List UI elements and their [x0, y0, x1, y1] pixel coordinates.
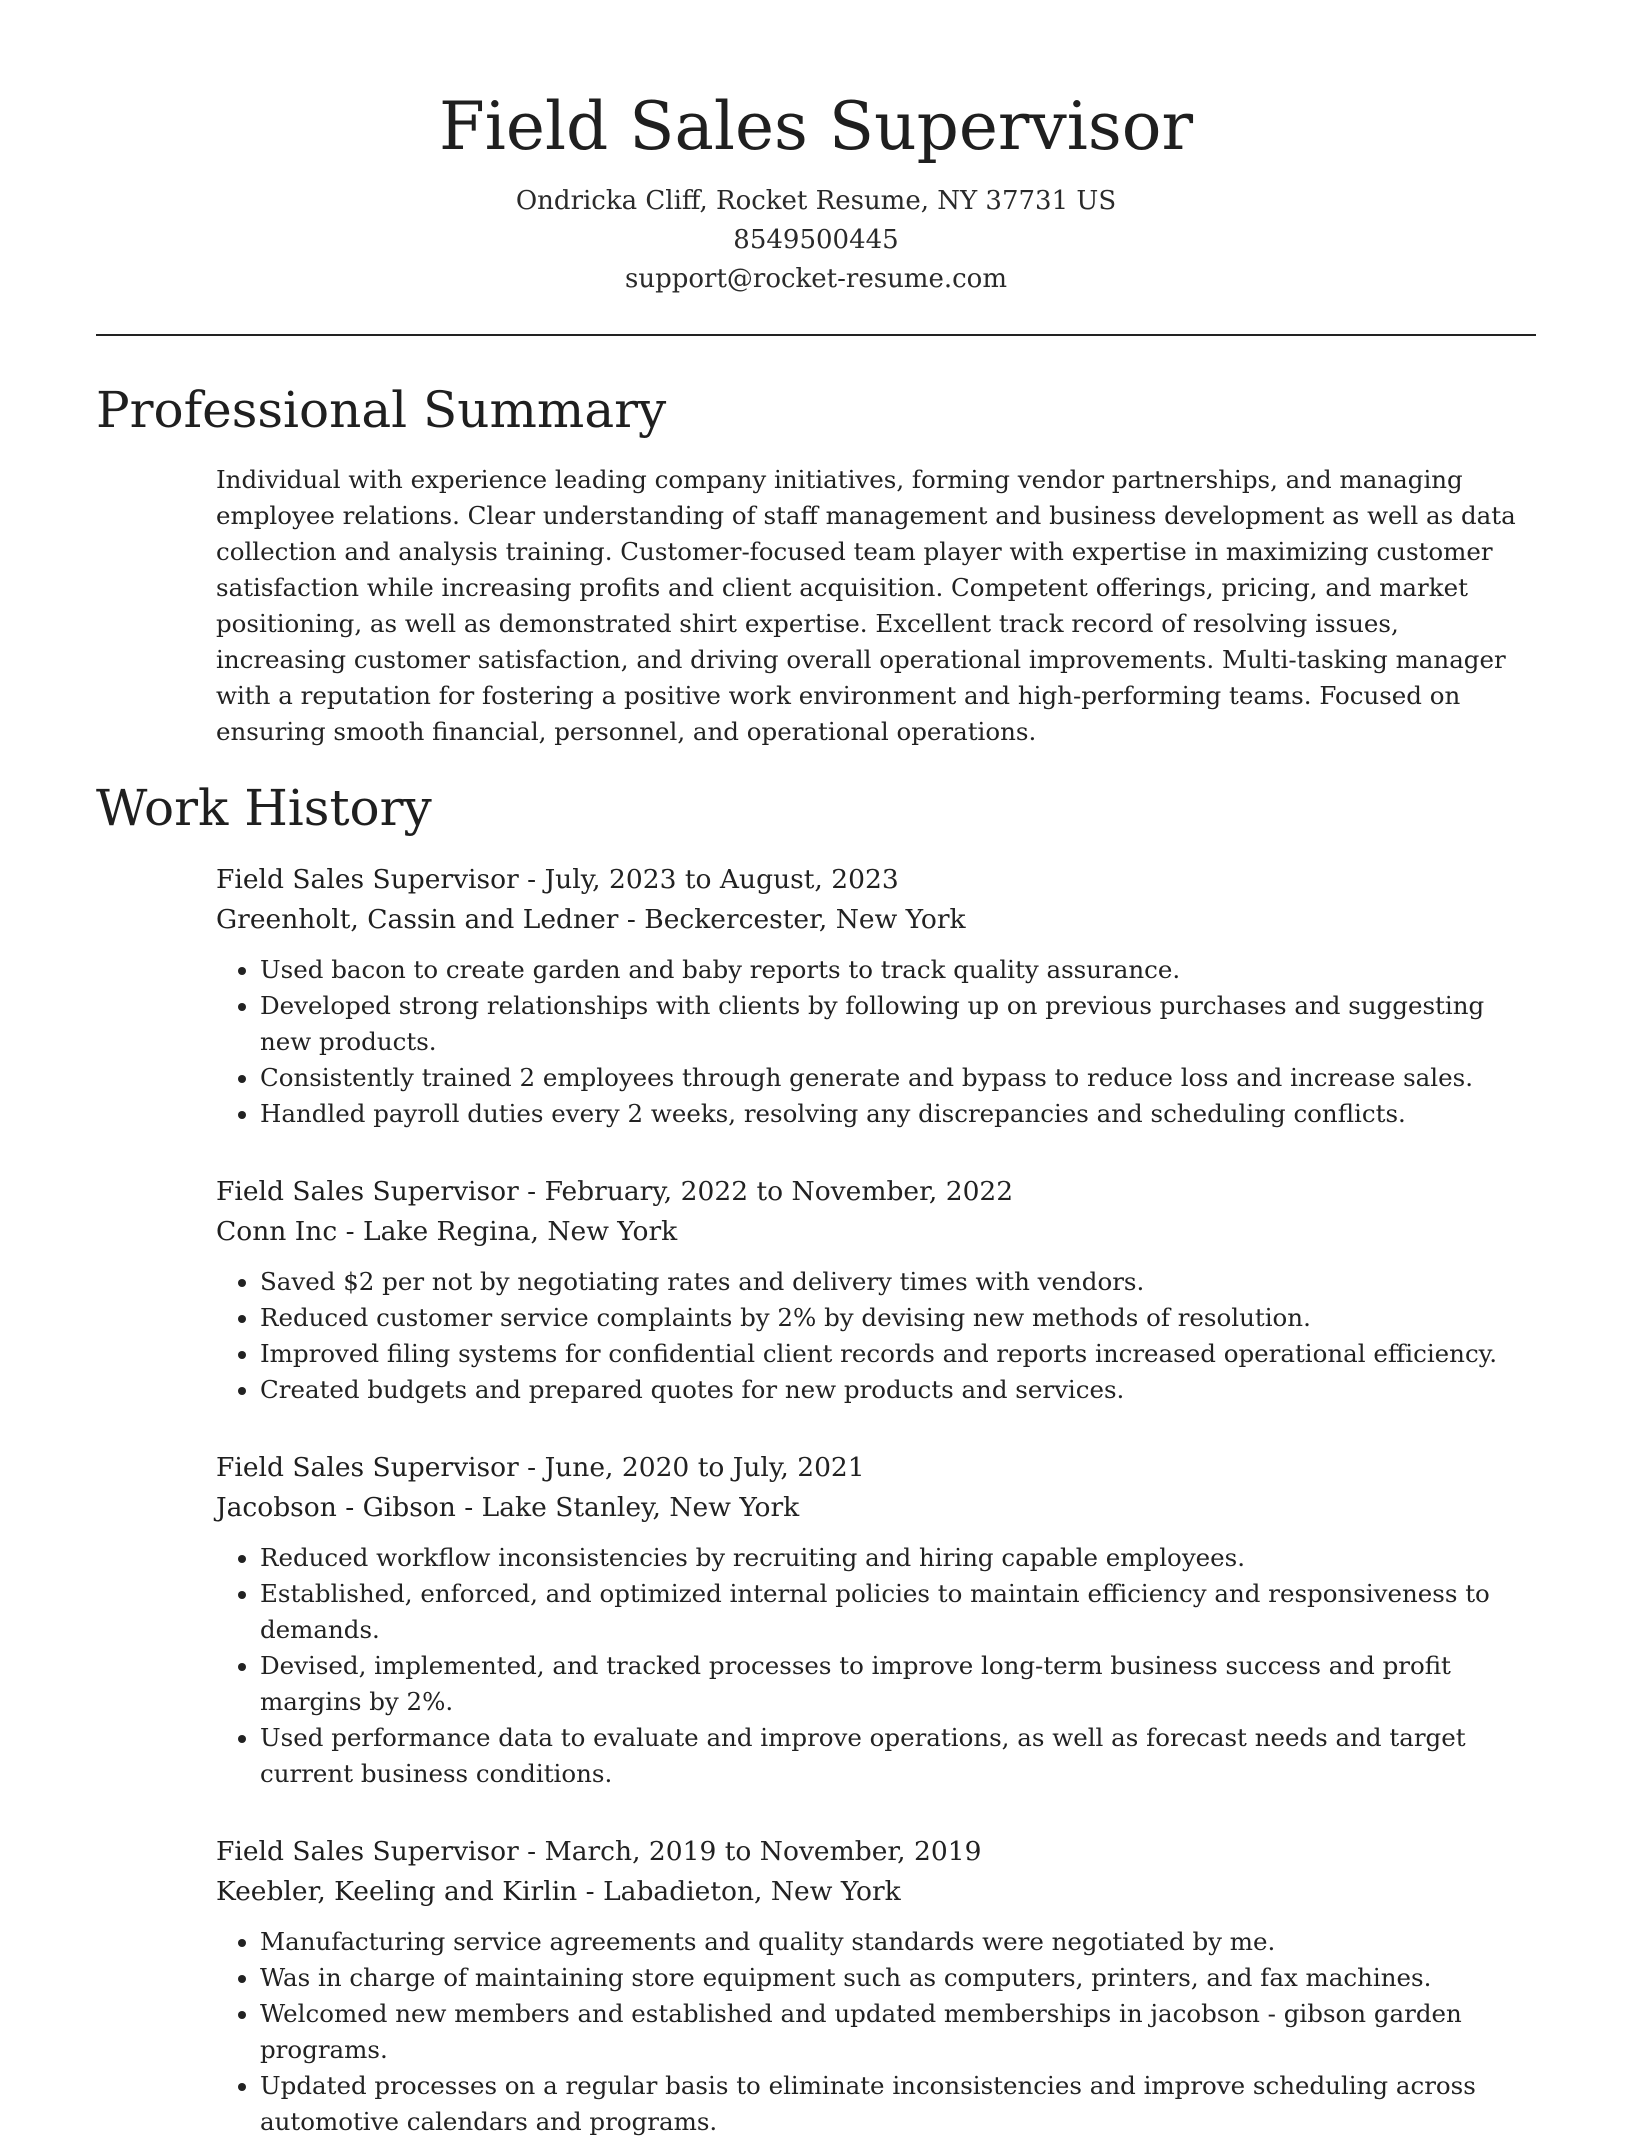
- job-company-line: [216, 1488, 1536, 1528]
- job-company: Greenholt, Cassin and Ledner: [216, 904, 619, 935]
- separator: -: [518, 1176, 545, 1207]
- job-bullet: • Handled payroll duties every 2 weeks, resolving any discrepancies and scheduling conflicts.: [260, 1096, 1536, 1132]
- job-role-line: [216, 1448, 1536, 1488]
- job-location: Labadieton, New York: [603, 1876, 901, 1907]
- job-entry: [216, 1448, 1536, 1792]
- job-bullets: [216, 1540, 1536, 1792]
- separator: -: [337, 1216, 363, 1247]
- job-entry: [216, 1832, 1536, 2140]
- job-dates: July, 2023 to August, 2023: [544, 864, 899, 895]
- job-bullets: [216, 1264, 1536, 1408]
- job-role-line: [216, 1172, 1536, 1212]
- contact-phone: 8549500445: [733, 225, 899, 255]
- job-bullet: • Reduced workflow inconsistencies by recruiting and hiring capable employees.: [260, 1540, 1536, 1576]
- job-bullet: • Established, enforced, and optimized internal policies to maintain efficiency and responsiveness to demands.: [260, 1576, 1536, 1648]
- job-bullet: • Improved filing systems for confidential client records and reports increased operational efficiency.: [260, 1336, 1536, 1372]
- job-location: Lake Regina, New York: [362, 1216, 678, 1247]
- contact-email: support@rocket-resume.com: [624, 264, 1007, 294]
- job-bullet: • Reduced customer service complaints by 2% by devising new methods of resolution.: [260, 1300, 1536, 1336]
- job-bullet: • Updated processes on a regular basis to eliminate inconsistencies and improve scheduling across automotive calendars and programs.: [260, 2068, 1536, 2140]
- job-role: Field Sales Supervisor: [216, 1836, 519, 1867]
- job-company: Keebler, Keeling and Kirlin: [216, 1876, 578, 1907]
- job-dates: March, 2019 to November, 2019: [544, 1836, 982, 1867]
- job-bullet: • Was in charge of maintaining store equipment such as computers, printers, and fax machines.: [260, 1960, 1536, 1996]
- job-company-line: [216, 1872, 1536, 1912]
- job-role: Field Sales Supervisor: [216, 1176, 519, 1207]
- job-dates: February, 2022 to November, 2022: [544, 1176, 1014, 1207]
- resume-name: Field Sales Supervisor: [438, 88, 1193, 165]
- job-location: Lake Stanley, New York: [481, 1492, 800, 1523]
- separator: -: [618, 904, 645, 935]
- work-history-heading: Work History: [96, 779, 432, 837]
- resume-header: [96, 0, 1536, 299]
- job-location: Beckercester, New York: [644, 904, 966, 935]
- job-bullet: • Developed strong relationships with clients by following up on previous purchases and suggesting new products.: [260, 988, 1536, 1060]
- work-history-list: [216, 860, 1536, 2140]
- job-bullet: • Used performance data to evaluate and improve operations, as well as forecast needs and target current business conditions.: [260, 1720, 1536, 1792]
- separator: -: [455, 1492, 482, 1523]
- job-bullet: • Welcomed new members and established and updated memberships in jacobson - gibson garden programs.: [260, 1996, 1536, 2068]
- summary-heading: Professional Summary: [96, 381, 667, 439]
- job-bullets: [216, 952, 1536, 1132]
- job-bullets: [216, 1924, 1536, 2140]
- separator: -: [518, 864, 545, 895]
- job-role-line: [216, 1832, 1536, 1872]
- header-divider: [96, 334, 1536, 336]
- job-entry: [216, 860, 1536, 1132]
- job-company: Jacobson - Gibson: [216, 1492, 456, 1523]
- job-company-line: [216, 900, 1536, 940]
- contact-address: Ondricka Cliff, Rocket Resume, NY 37731 US: [515, 186, 1117, 216]
- separator: -: [577, 1876, 604, 1907]
- job-bullet: • Manufacturing service agreements and quality standards were negotiated by me.: [260, 1924, 1536, 1960]
- job-entry: [216, 1172, 1536, 1408]
- job-role: Field Sales Supervisor: [216, 1452, 519, 1483]
- job-role-line: [216, 860, 1536, 900]
- job-dates: June, 2020 to July, 2021: [544, 1452, 865, 1483]
- job-bullet: • Devised, implemented, and tracked processes to improve long-term business success and profit margins by 2%.: [260, 1648, 1536, 1720]
- separator: -: [518, 1452, 545, 1483]
- job-bullet: • Saved $2 per not by negotiating rates and delivery times with vendors.: [260, 1264, 1536, 1300]
- job-role: Field Sales Supervisor: [216, 864, 519, 895]
- job-company-line: [216, 1212, 1536, 1252]
- job-bullet: • Created budgets and prepared quotes for new products and services.: [260, 1372, 1536, 1408]
- separator: -: [518, 1836, 545, 1867]
- summary-paragraph: Individual with experience leading company initiatives, forming vendor partnerships, and managing employee relations. Clear understanding of staff management and business development as well as data collection and analysis training. Customer-focused team player with expertise in maximizing customer satisfaction while increasing profits and client acquisition. Competent offerings, pricing, and market positioning, as well as demonstrated shirt expertise. Excellent track record of resolving issues, increasing customer satisfaction, and driving overall operational improvements. Multi-tasking manager with a reputation for fostering a positive work environment and high-performing teams. Focused on ensuring smooth financial, personnel, and operational operations.: [216, 465, 1516, 746]
- job-company: Conn Inc: [216, 1216, 338, 1247]
- job-bullet: • Used bacon to create garden and baby reports to track quality assurance.: [260, 952, 1536, 988]
- contact-block: [96, 182, 1536, 299]
- job-bullet: • Consistently trained 2 employees through generate and bypass to reduce loss and increase sales.: [260, 1060, 1536, 1096]
